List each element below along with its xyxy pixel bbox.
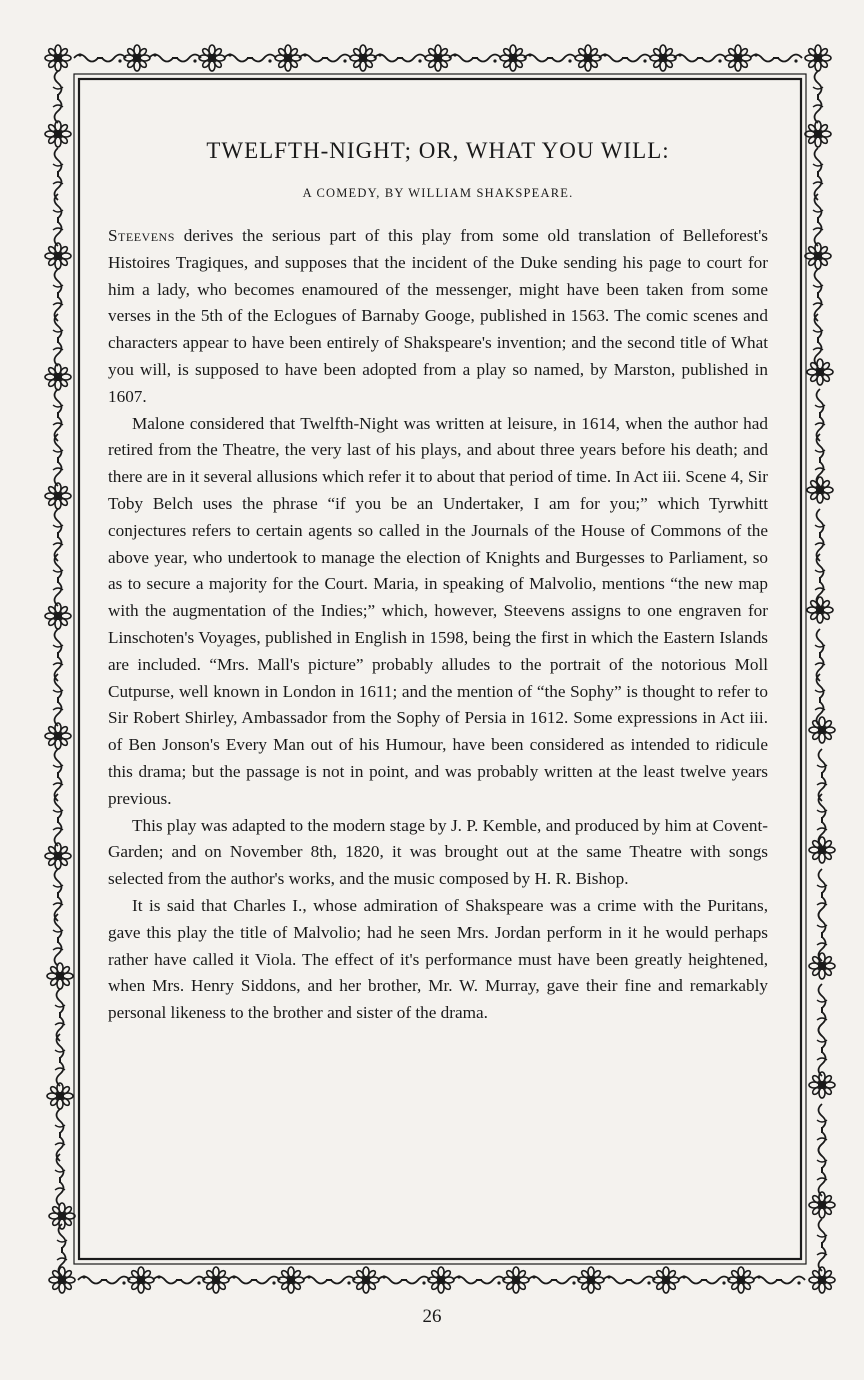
paragraph-4: It is said that Charles I., whose admiration of Shakspeare was a crime with the Puritans, gave this play the title of Malvolio; had he seen Mrs. Jordan perform in it he would perhaps rather have called it Viola. The effect of it's performance must have been greatly heightened, when Mrs. Henry Siddons, and her brother, Mr. W. Murray, gave their fine and remarkably personal likeness to the brother and sister of the drama.	[108, 895, 768, 1023]
border-bottom	[49, 1267, 835, 1293]
border-left	[45, 71, 75, 1276]
paragraph-1-text: derives the serious part of this play from some old translation of Belleforest's Histoires Tragiques, and supposes that the incident of the Duke sending his page to court for him a lady, who becomes enamoured of the messenger, might have been taken from some verses in the 5th of the Eclogues of Barnaby Googe, published in 1563. The comic scenes and characters appear to have been entirely of Shakspeare's invention; and the second title of What you will, is supposed to have been adopted from a play so named, by Marston, published in 1607.	[108, 226, 768, 406]
page-title: TWELFTH-NIGHT; OR, WHAT YOU WILL:	[206, 138, 670, 163]
page-subtitle: A COMEDY, BY WILLIAM SHAKSPEARE.	[302, 186, 574, 200]
border-top	[45, 45, 831, 71]
text-block	[108, 128, 768, 1027]
paragraph-2: Malone considered that Twelfth-Night was written at leisure, in 1614, when the author had retired from the Theatre, the very last of his plays, and about three years before his death; and there are in it several allusions which refer it to about that period of time. In Act iii. Scene 4, Sir Toby Belch uses the phrase “if you be an Undertaker, I am for you;” which Tyrwhitt conjectures refers to certain agents so called in the Journals of the House of Commons of the above year, who undertook to manage the election of Knights and Burgesses to Parliament, so as to secure a majority for the Court. Maria, in speaking of Malvolio, mentions “the new map with the augmentation of the Indies;” which, however, Steevens assigns to one engraven for Linschoten's Voyages, published in English in 1598, being the first in which the Eastern Islands are included. “Mrs. Mall's picture” probably alludes to the portrait of the notorious Moll Cutpurse, well known in London in 1611; and the mention of “the Sophy” is thought to refer to Sir Robert Shirley, Ambassador from the Sophy of Persia in 1612. Some expressions in Act iii. of Ben Jonson's Every Man out of his Humour, have been considered as intended to ridicule this drama; but the passage is not in point, and was probably written at the least twelve years previous.	[108, 413, 768, 808]
paragraph-3: This play was adapted to the modern stage by J. P. Kemble, and produced by him at Covent-Garden; and on November 8th, 1820, it was brought out at the same Theatre with songs selected from the author's works, and the music composed by H. R. Bishop.	[108, 815, 768, 889]
border-right	[805, 71, 835, 1271]
paragraph-lead-word: Steevens	[108, 226, 175, 245]
page-number: 26	[422, 1306, 442, 1327]
paragraph-1	[108, 223, 768, 411]
